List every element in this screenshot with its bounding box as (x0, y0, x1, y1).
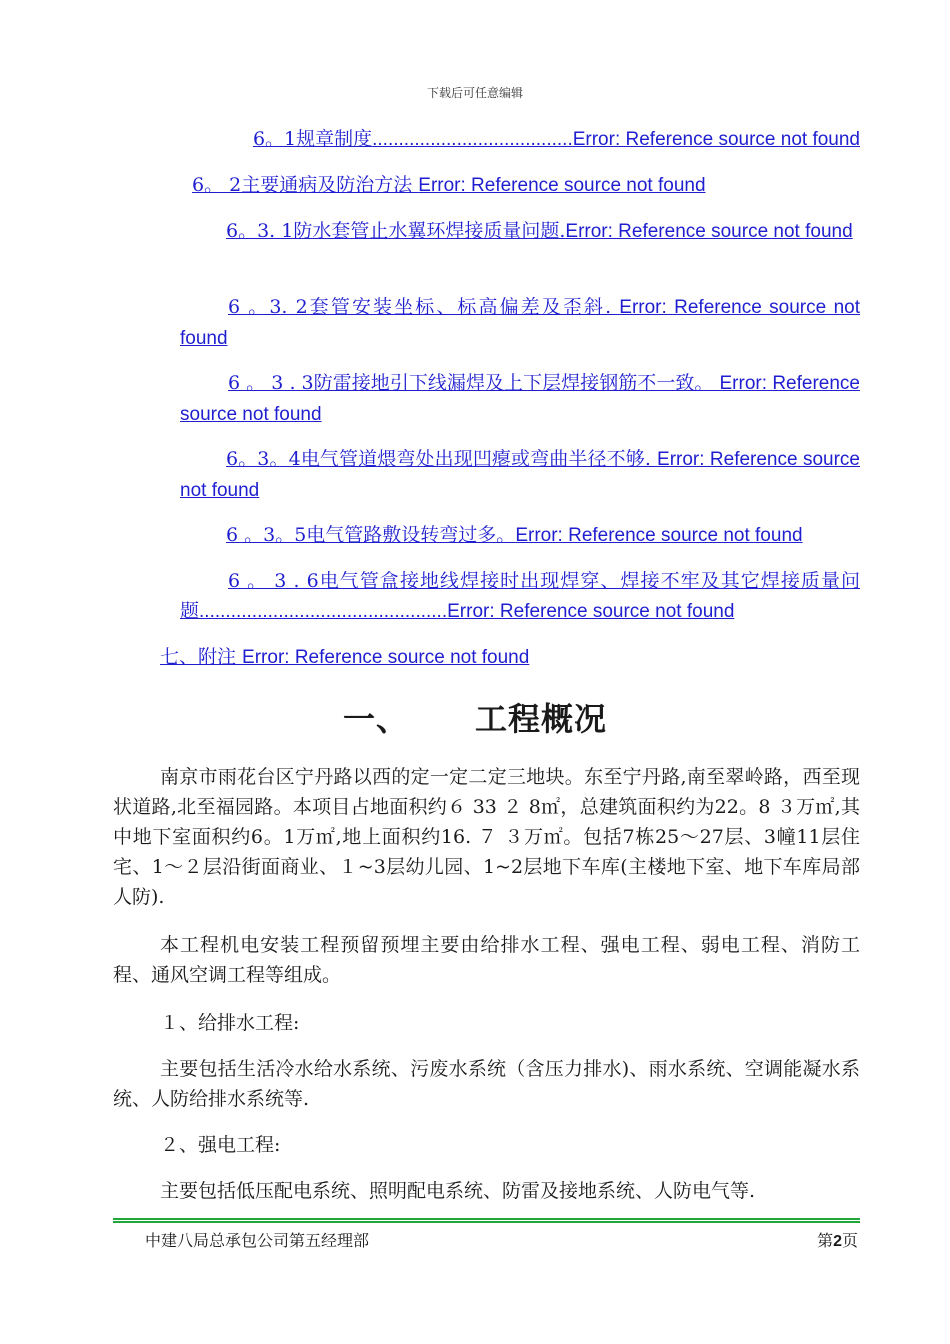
page-prefix: 第 (817, 1231, 834, 1250)
toc-entry[interactable] (192, 170, 792, 201)
body-paragraph: 主要包括低压配电系统、照明配电系统、防雷及接地系统、人防电气等. (160, 1180, 756, 1202)
subsection-heading: ２、强电工程: (160, 1134, 281, 1156)
toc-link[interactable]: 6 。3. 2套管安装坐标、标高偏差及歪斜. Error: Reference source not found (180, 296, 860, 349)
toc-link[interactable]: 6 。3。5电气管路敷设转弯过多。Error: Reference source not found (226, 524, 803, 546)
toc-entry[interactable] (180, 444, 860, 506)
toc-entry[interactable] (180, 216, 860, 247)
body-paragraph: 本工程机电安装工程预留预埋主要由给排水工程、强电工程、弱电工程、消防工程、通风空调工程等组成。 (113, 934, 860, 986)
footer-company: 中建八局总承包公司第五经理部 (145, 1231, 370, 1250)
section-title: 工程概况 (475, 700, 608, 738)
toc-link[interactable]: 6。3. 1防水套管止水翼环焊接质量问题.Error: Reference source not found (226, 220, 853, 242)
header-note: 下载后可任意编辑 (426, 86, 523, 100)
section-heading (0, 694, 950, 740)
page-number (817, 1228, 858, 1251)
page-num: 2 (833, 1233, 842, 1250)
toc-link[interactable]: 6。 2主要通病及防治方法 Error: Reference source not found (192, 174, 706, 196)
toc-entry[interactable] (180, 292, 860, 354)
body-paragraph: 主要包括生活冷水给水系统、污废水系统（含压力排水)、雨水系统、空调能凝水系统、人防给排水系统等. (113, 1058, 860, 1110)
toc-entry[interactable] (160, 642, 760, 673)
toc-link[interactable]: 6。3。4电气管道煨弯处出现凹瘪或弯曲半径不够. Error: Reference source not found (180, 448, 860, 501)
toc-entry[interactable] (180, 520, 860, 551)
body-paragraph: 南京市雨花台区宁丹路以西的定一定二定三地块。东至宁丹路,南至翠岭路，西至现状道路,北至福园路。本项目占地面积约６ 33 ２ 8㎡，总建筑面积约为22。8 ３万㎡,其中地下室面积约6。1万㎡,地上面积约16. ７ ３万㎡。包括7栋25～27层、3幢11层住宅、1～２层沿街面商业、１~3层幼儿园、1~2层地下车库(主楼地下室、地下车库局部人防). (113, 766, 860, 908)
footer-divider (113, 1218, 860, 1223)
toc-entry[interactable] (180, 124, 860, 155)
toc-entry[interactable] (180, 368, 860, 430)
toc-link[interactable]: 6 。 3 . 6电气管盒接地线焊接时出现焊穿、焊接不牢及其它焊接质量问题...............................................Error: Reference source not found (180, 570, 860, 622)
toc-link[interactable]: 6 。 3 . 3防雷接地引下线漏焊及上下层焊接钢筋不一致。 Error: Reference source not found (180, 372, 860, 425)
toc-link[interactable]: 6。1规章制度......................................Error: Reference source not found (252, 128, 860, 150)
page-suffix: 页 (841, 1231, 858, 1250)
toc-entry[interactable] (180, 566, 860, 627)
toc-link[interactable]: 七、附注 Error: Reference source not found (160, 646, 530, 668)
section-number: 一、 (342, 700, 409, 738)
subsection-heading: １、给排水工程: (160, 1012, 300, 1034)
